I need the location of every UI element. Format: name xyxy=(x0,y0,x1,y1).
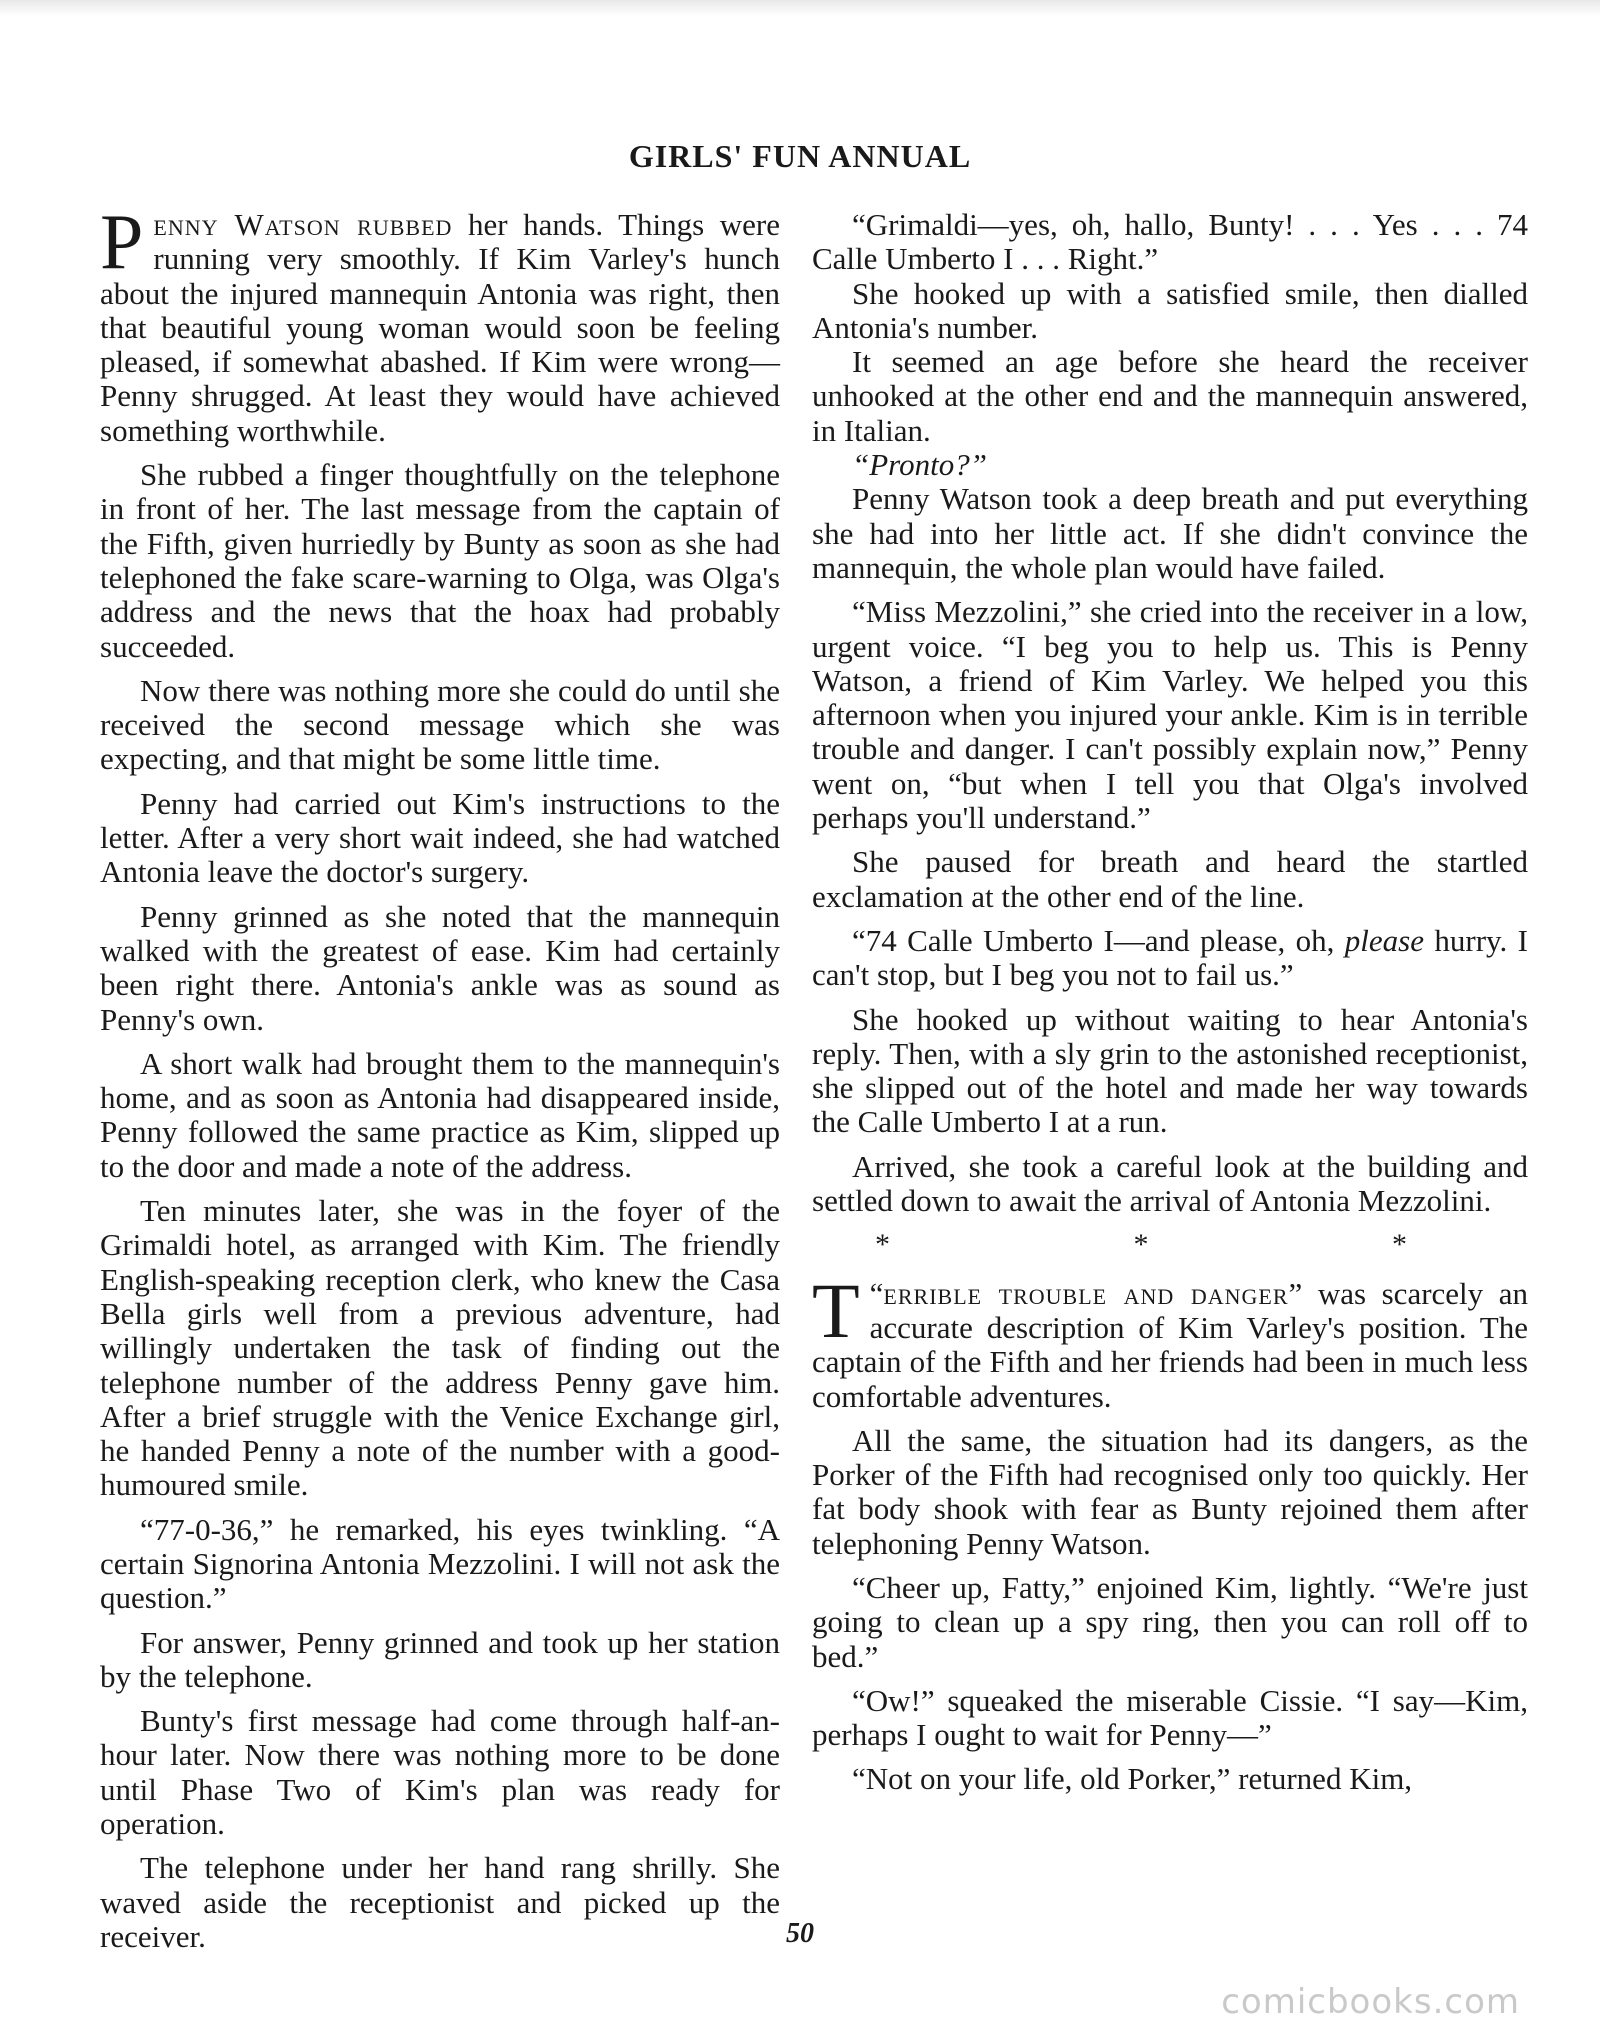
opening-paragraph xyxy=(100,198,780,448)
paragraph: Now there was nothing more she could do until she received the second message which she was expecting, and that might be some little time. xyxy=(100,672,780,777)
paragraph: “Miss Mezzolini,” she cried into the receiver in a low, urgent voice. “I beg you to help us. This is Penny Watson, a friend of Kim Varley. We helped you this afternoon when you injured your ankle. Kim is in terrible trouble and danger. I can't possibly explain now,” Penny went on, “but when I tell you that Olga's involved perhaps you'll understand.” xyxy=(812,594,1528,836)
paragraph: The telephone under her hand rang shrilly. She waved aside the receptionist and picked up the receiver. xyxy=(100,1850,780,1954)
paragraph: Penny had carried out Kim's instructions to the letter. After a very short wait indeed, she had watched Antonia leave the doctor's surgery. xyxy=(100,785,780,890)
emphasis: please xyxy=(1344,922,1424,958)
paragraph: “Cheer up, Fatty,” enjoined Kim, lightly. “We're just going to clean up a spy ring, then you can roll off to bed.” xyxy=(812,1569,1528,1674)
paragraph: Penny grinned as she noted that the mannequin walked with the greatest of ease. Kim had certainly been right there. Antonia's ankle was as sound as Penny's own. xyxy=(100,898,780,1037)
page-title: GIRLS' FUN ANNUAL xyxy=(628,138,972,174)
paragraph: She paused for breath and heard the startled exclamation at the other end of the line. xyxy=(812,844,1528,914)
dropcap: T xyxy=(812,1266,860,1354)
text-run: “74 Calle Umberto I—and please, oh, xyxy=(852,922,1345,958)
paragraph: “Not on your life, old Porker,” returned Kim, xyxy=(852,1761,1413,1797)
right-column xyxy=(812,208,1528,1797)
page-number: 50 xyxy=(786,1918,814,1949)
paragraph: Penny Watson took a deep breath and put everything she had into her little act. If she didn't convince the mannequin, the whole plan would have failed. xyxy=(812,481,1528,585)
paragraph xyxy=(812,924,1528,993)
open-quote: “ xyxy=(869,1275,884,1311)
paragraph: Ten minutes later, she was in the foyer of the Grimaldi hotel, as arranged with Kim. The friendly English-speaking reception clerk, who knew the Casa Bella girls well from a previous adventure, had willingly undertaken the task of finding out the telephone number of the address Penny gave him. After a brief struggle with the Venice Exchange girl, he handed Penny a note of the number with a good-humoured smile. xyxy=(100,1193,780,1503)
lead-text: her hands. Things were running very smoothly. If Kim Varley's hunch about the injured mannequin Antonia was right, then that beautiful young woman would soon be feeling pleased, if somewhat abashed. If Kim were wrong—Penny shrugged. At least they would have achieved something worthwhile. xyxy=(100,207,780,448)
section-opening-paragraph xyxy=(812,1266,1528,1414)
paragraph: It seemed an age before she heard the receiver unhooked at the other end and the mannequin answered, in Italian. xyxy=(812,344,1528,448)
page-top-edge xyxy=(0,0,1600,16)
paragraph: “Grimaldi—yes, oh, hallo, Bunty! . . . Yes . . . 74 Calle Umberto I . . . Right.” xyxy=(812,207,1528,277)
left-column xyxy=(100,198,780,1954)
paragraph: She hooked up without waiting to hear Antonia's reply. Then, with a sly grin to the astonished receptionist, she slipped out of the hotel and made her way towards the Calle Umberto I at a run. xyxy=(812,1001,1528,1140)
lead-in: enny Watson rubbed xyxy=(153,207,453,242)
dropcap: P xyxy=(100,198,144,285)
text-run: hurry. I can't stop, but I beg you not to fail us.” xyxy=(812,922,1528,993)
paragraph: A short walk had brought them to the mannequin's home, and as soon as Antonia had disappeared inside, Penny followed the same practice as Kim, slipped up to the door and made a note of the address. xyxy=(100,1045,780,1184)
paragraph: She rubbed a finger thoughtfully on the telephone in front of her. The last message from the captain of the Fifth, given hurriedly by Bunty as soon as she had telephoned the fake scare-warning to Olga, was Olga's address and the news that the hoax had probably succeeded. xyxy=(100,457,780,664)
paragraph: “Pronto?” xyxy=(852,447,987,483)
paragraph: “77-0-36,” he remarked, his eyes twinkling. “A certain Signorina Antonia Mezzolini. I will not ask the question.” xyxy=(100,1511,780,1616)
paragraph: She hooked up with a satisfied smile, then dialled Antonia's number. xyxy=(812,275,1528,345)
paragraph: All the same, the situation had its dangers, as the Porker of the Fifth had recognised only too quickly. Her fat body shook with fear as Bunty rejoined them after telephoning Penny Watson. xyxy=(812,1422,1528,1561)
paragraph: Arrived, she took a careful look at the building and settled down to await the arrival of Antonia Mezzolini. xyxy=(812,1148,1528,1219)
section-break: * * * xyxy=(875,1228,1525,1262)
lead-in: errible trouble and danger xyxy=(883,1275,1289,1311)
lead-text: ” was scarcely an accurate description of Kim Varley's position. The captain of the Fifth and her friends had been in much less comfortable adventures. xyxy=(812,1275,1528,1414)
paragraph: For answer, Penny grinned and took up her station by the telephone. xyxy=(100,1624,780,1694)
watermark: comicbooks.com xyxy=(1221,1982,1520,2022)
paragraph: “Ow!” squeaked the miserable Cissie. “I say—Kim, perhaps I ought to wait for Penny—” xyxy=(812,1682,1528,1753)
paragraph: Bunty's first message had come through half-an-hour later. Now there was nothing more to be done until Phase Two of Kim's plan was ready for operation. xyxy=(100,1703,780,1842)
